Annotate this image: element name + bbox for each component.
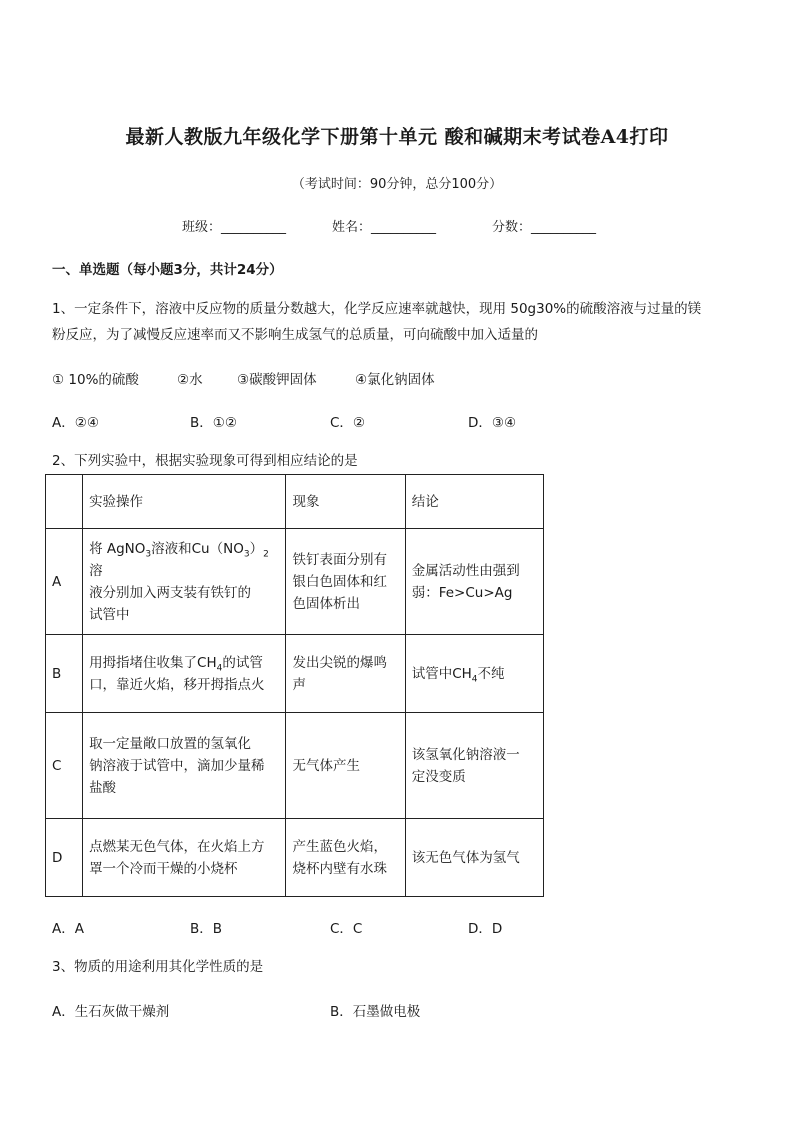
row-operation	[83, 635, 286, 713]
phenomenon-text: 色固体析出	[292, 595, 360, 612]
subscript: 4	[216, 663, 223, 674]
conclusion-text: 弱：Fe>Cu>Ag	[411, 584, 513, 601]
subscript: 3	[145, 549, 152, 560]
table-row	[46, 713, 544, 819]
conclusion-text: 定没变质	[411, 768, 466, 785]
operation-text: 钠溶液于试管中，滴加少量稀	[89, 757, 265, 774]
row-operation	[83, 529, 286, 635]
header-phenomenon: 现象	[286, 475, 405, 529]
row-conclusion	[405, 529, 543, 635]
q2-option-a: A．A	[52, 921, 84, 937]
q1-item-3: ③碳酸钾固体	[237, 372, 317, 388]
header-operation: 实验操作	[83, 475, 286, 529]
phenomenon-text: 声	[292, 676, 306, 693]
row-label: D	[46, 819, 83, 897]
q1-item-4: ④氯化钠固体	[355, 372, 435, 388]
conclusion-text: 该无色气体为氢气	[411, 849, 520, 866]
q1-option-a: A．②④	[52, 415, 99, 431]
row-conclusion	[405, 713, 543, 819]
row-phenomenon	[286, 819, 405, 897]
phenomenon-text: 铁钉表面分别有	[292, 551, 387, 568]
q2-stem: 2、下列实验中，根据实验现象可得到相应结论的是	[52, 453, 358, 469]
row-operation	[83, 713, 286, 819]
q2-option-d: D．D	[468, 921, 503, 937]
q2-option-c: C．C	[330, 921, 363, 937]
conclusion-text: 该氢氧化钠溶液一	[411, 746, 520, 763]
q3-option-b: B．石墨做电极	[330, 1004, 421, 1020]
subscript: 3	[243, 549, 250, 560]
row-label: C	[46, 713, 83, 819]
operation-text: 点燃某无色气体，在火焰上方	[89, 838, 265, 855]
row-phenomenon	[286, 713, 405, 819]
name-field: 姓名：__________	[332, 220, 437, 235]
row-label: A	[46, 529, 83, 635]
operation-text: 液分别加入两支装有铁钉的	[89, 584, 252, 601]
conclusion-text: 金属活动性由强到	[411, 562, 520, 579]
section-heading: 一、单选题（每小题3分，共计24分）	[52, 262, 283, 278]
header-conclusion: 结论	[405, 475, 543, 529]
q1-option-d: D．③④	[468, 415, 517, 431]
q3-option-a: A．生石灰做干燥剂	[52, 1004, 170, 1020]
q2-option-b: B．B	[190, 921, 223, 937]
operation-text: 盐酸	[89, 779, 117, 796]
exam-title: 最新人教版九年级化学下册第十单元 酸和碱期末考试卷A4打印	[125, 126, 669, 148]
conclusion-text: 不纯	[477, 665, 505, 682]
operation-text: 溶液和Cu（NO	[151, 540, 244, 557]
q1-item-1: ① 10%的硫酸	[52, 372, 139, 388]
conclusion-text: 试管中CH	[411, 665, 472, 682]
q1-stem-line2: 粉反应，为了减慢反应速率而又不影响生成氢气的总质量，可向硫酸中加入适量的	[52, 327, 538, 343]
header-cell-blank	[46, 475, 83, 529]
operation-text: 用拇指堵住收集了CH	[89, 654, 217, 671]
operation-text: 试管中	[89, 606, 130, 623]
row-conclusion	[405, 635, 543, 713]
row-phenomenon	[286, 529, 405, 635]
score-field: 分数：__________	[492, 220, 597, 235]
operation-text: 将 AgNO	[89, 540, 146, 557]
operation-text: ）	[249, 540, 264, 557]
operation-text: 罩一个冷而干燥的小烧杯	[89, 860, 238, 877]
class-field: 班级：__________	[182, 220, 287, 235]
phenomenon-text: 产生蓝色火焰，	[292, 838, 387, 855]
table-row	[46, 819, 544, 897]
subscript: 4	[471, 674, 478, 685]
operation-text: 取一定量敞口放置的氢氧化	[89, 735, 252, 752]
q1-stem-line1: 1、一定条件下，溶液中反应物的质量分数越大，化学反应速率就越快，现用 50g30%的硫酸溶液与过量的镁	[52, 301, 702, 317]
operation-text: 的试管	[222, 654, 263, 671]
phenomenon-text: 烧杯内壁有水珠	[292, 860, 387, 877]
subscript: 2	[263, 549, 269, 560]
row-phenomenon	[286, 635, 405, 713]
q3-stem: 3、物质的用途利用其化学性质的是	[52, 959, 264, 975]
table-header-row	[46, 475, 544, 529]
row-conclusion	[405, 819, 543, 897]
row-label: B	[46, 635, 83, 713]
q1-option-b: B．①②	[190, 415, 237, 431]
exam-subtitle: （考试时间：90分钟，总分100分）	[291, 177, 503, 192]
row-operation	[83, 819, 286, 897]
operation-text: 溶	[89, 562, 103, 579]
phenomenon-text: 发出尖锐的爆鸣	[292, 654, 387, 671]
q1-item-2: ②水	[177, 372, 203, 388]
operation-text: 口，靠近火焰，移开拇指点火	[89, 676, 265, 693]
phenomenon-text: 银白色固体和红	[292, 573, 387, 590]
experiment-table	[45, 474, 544, 897]
table-row	[46, 635, 544, 713]
q1-option-c: C．②	[330, 415, 366, 431]
phenomenon-text: 无气体产生	[292, 757, 360, 774]
table-row	[46, 529, 544, 635]
